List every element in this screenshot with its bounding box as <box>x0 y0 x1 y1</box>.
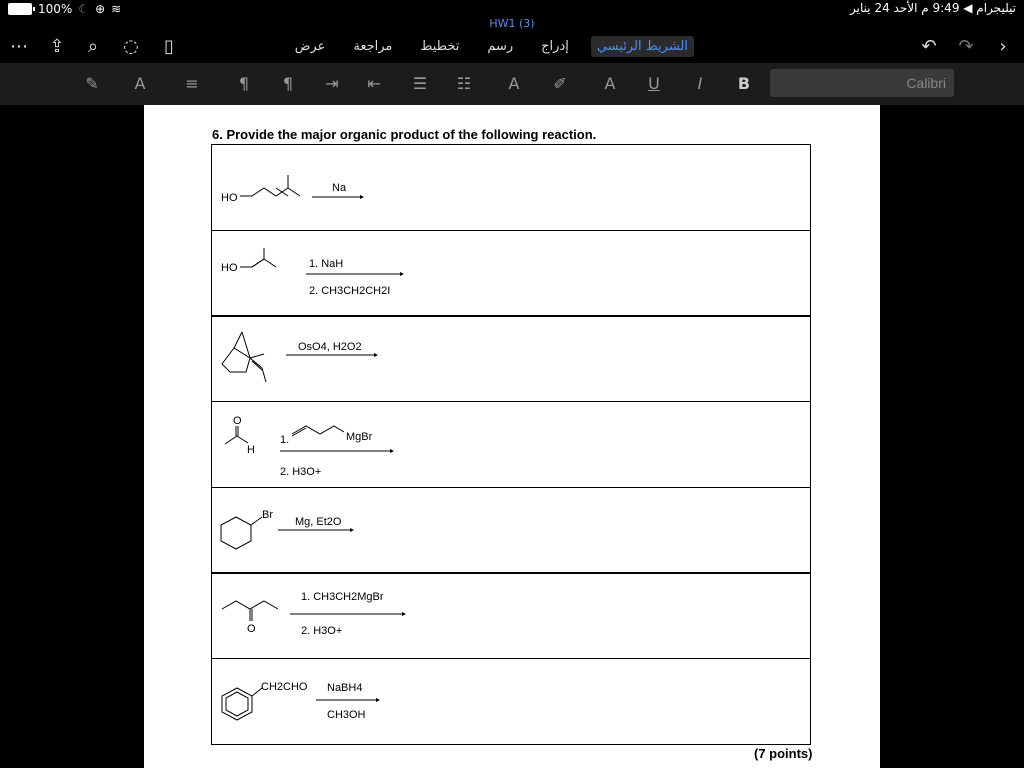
indent-icon[interactable]: ⇥ <box>325 74 339 93</box>
font-name-field[interactable]: Calibri <box>770 69 954 97</box>
reactant-label: Br <box>262 509 273 521</box>
tab-layout[interactable]: تخطيط <box>420 39 460 54</box>
reaction-2-diagram <box>212 231 810 316</box>
reagent-bottom: 2. CH3CH2CH2I <box>309 285 391 297</box>
reaction-row-4 <box>211 401 811 488</box>
wifi-icon: ≋ <box>111 2 122 16</box>
reagent-grignard: MgBr <box>346 431 373 443</box>
format-painter-icon[interactable]: ✎ <box>85 74 99 93</box>
share-icon[interactable]: ⇪ <box>49 36 65 57</box>
reaction-4-diagram <box>212 402 810 487</box>
reaction-row-7 <box>211 658 811 745</box>
tab-insert[interactable]: إدراج <box>541 39 569 54</box>
reaction-6-diagram <box>212 573 810 658</box>
font-color-icon[interactable]: A <box>508 74 520 93</box>
reaction-row-2 <box>211 230 811 317</box>
ltr-paragraph-icon[interactable]: ¶ <box>282 74 294 93</box>
reagent-top: 1. <box>280 434 290 446</box>
styles-icon[interactable]: ≡ <box>185 74 199 93</box>
lightbulb-icon[interactable]: ◌ <box>123 36 139 57</box>
tab-view[interactable]: عرض <box>294 39 326 54</box>
battery-icon <box>8 3 32 15</box>
clear-formatting-icon[interactable]: A <box>134 74 146 93</box>
rtl-paragraph-icon[interactable]: ¶ <box>238 74 250 93</box>
status-right: تيليجرام ◀ 9:49 م الأحد 24 يناير <box>850 1 1016 15</box>
reaction-7-diagram <box>212 659 810 744</box>
document-page <box>144 105 880 768</box>
reagent-top: Na <box>332 182 347 194</box>
reagent-top: Mg, Et2O <box>295 516 342 528</box>
reactant-label: CH2CHO <box>261 681 308 693</box>
reagent-top: OsO4, H2O2 <box>298 341 362 353</box>
reaction-table <box>211 144 811 745</box>
reaction-row-3 <box>211 315 811 402</box>
bold-icon[interactable]: B <box>737 74 751 93</box>
tab-draw[interactable]: رسم <box>487 39 514 54</box>
reaction-1-diagram <box>212 145 810 230</box>
reagent-bottom: 2. H3O+ <box>280 466 322 478</box>
carbonyl-oxygen-label: O <box>233 415 242 427</box>
text-effects-icon[interactable]: A <box>604 74 616 93</box>
highlight-icon[interactable]: ✐ <box>553 74 567 93</box>
question-title: 6. Provide the major organic product of the following reaction. <box>212 127 597 142</box>
document-title: HW1 (3) <box>489 17 535 30</box>
reaction-row-5 <box>211 487 811 574</box>
bulleted-list-icon[interactable]: ☷ <box>456 74 472 93</box>
reactant-label: HO <box>221 192 238 204</box>
reagent-top: NaBH4 <box>327 682 363 694</box>
ribbon-tabs <box>289 36 694 57</box>
reagent-bottom: CH3OH <box>327 709 366 721</box>
status-bar <box>0 0 1024 18</box>
tab-review[interactable]: مراجعة <box>353 39 393 54</box>
points-label: (7 points) <box>754 746 813 761</box>
numbered-list-icon[interactable]: ☰ <box>412 74 428 93</box>
forward-icon[interactable]: › <box>999 36 1007 57</box>
more-icon[interactable]: ⋯ <box>10 36 28 57</box>
reactant-label: H <box>247 444 255 456</box>
redo-icon[interactable]: ↷ <box>958 36 974 57</box>
reactant-label: HO <box>221 262 238 274</box>
reagent-top: 1. NaH <box>309 258 344 270</box>
reaction-row-6 <box>211 572 811 659</box>
lock-rotation-icon: ⊕ <box>95 2 106 16</box>
underline-icon[interactable]: U <box>648 74 660 93</box>
reaction-3-diagram <box>212 316 810 401</box>
outdent-icon[interactable]: ⇤ <box>367 74 381 93</box>
reagent-bottom: 2. H3O+ <box>301 625 343 637</box>
battery-percent: 100% <box>38 2 73 16</box>
search-icon[interactable]: ⌕ <box>87 36 99 57</box>
reactant-label: O <box>247 623 256 635</box>
reagent-top: 1. CH3CH2MgBr <box>301 591 384 603</box>
phone-view-icon[interactable]: ▯ <box>164 36 174 57</box>
tab-home[interactable]: الشريط الرئيسي <box>591 36 694 57</box>
moon-icon: ☾ <box>78 2 90 16</box>
reaction-5-diagram <box>212 488 810 573</box>
reaction-row-1 <box>211 144 811 231</box>
undo-icon[interactable]: ↶ <box>921 36 937 57</box>
italic-icon[interactable]: I <box>697 74 703 93</box>
